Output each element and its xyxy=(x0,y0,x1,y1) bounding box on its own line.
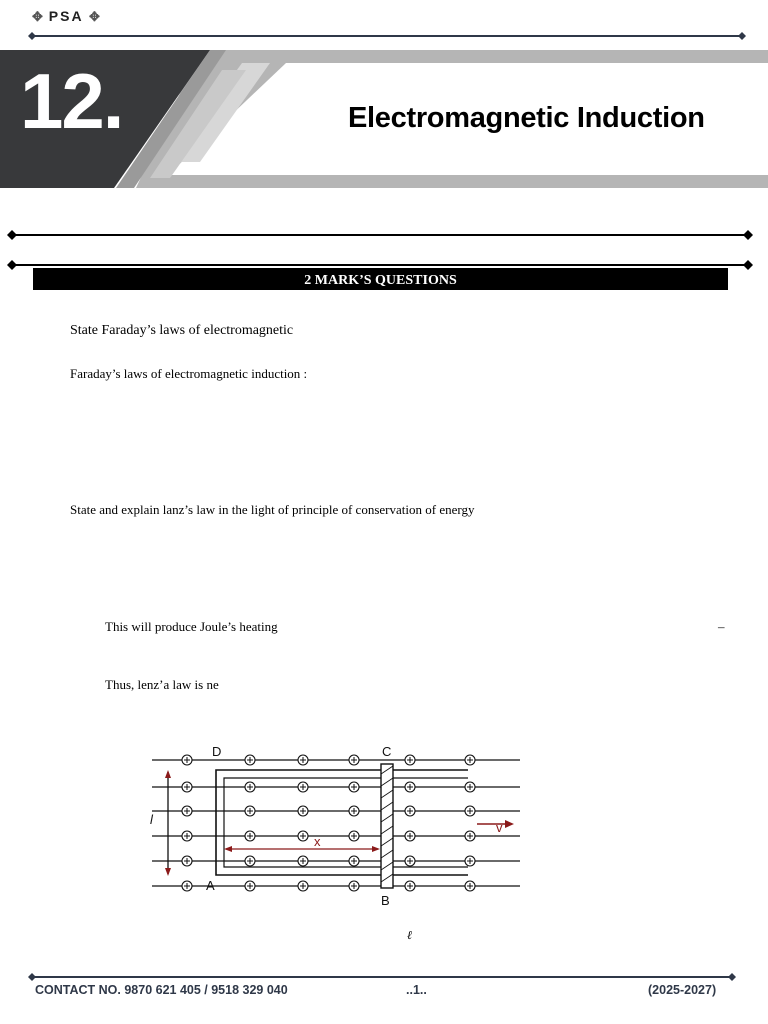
chapter-title: Electromagnetic Induction xyxy=(348,102,705,134)
label-length: l xyxy=(150,812,153,827)
footer-years: (2025-2027) xyxy=(648,983,717,997)
chapter-number: 12. xyxy=(20,57,123,145)
footer-contact: CONTACT NO. 9870 621 405 / 9518 329 040 xyxy=(35,983,288,997)
label-velocity: v xyxy=(496,820,503,835)
section-heading: 2 MARK’S QUESTIONS xyxy=(33,268,728,290)
stray-mark: ℓ xyxy=(407,928,412,942)
body-line-1: This will produce Joule’s heating xyxy=(105,619,278,634)
wing-icon: ✥ xyxy=(32,9,43,24)
rule-diamond-right xyxy=(738,32,746,40)
header-graphics xyxy=(0,0,768,300)
label-distance: x xyxy=(314,834,321,849)
label-D: D xyxy=(212,744,222,759)
wing-icon: ✥ xyxy=(88,9,100,24)
label-A: A xyxy=(206,878,215,893)
answer-1: Faraday’s laws of electromagnetic induction : xyxy=(70,366,308,381)
body-line-2: Thus, lenz’a law is ne xyxy=(105,677,219,692)
label-B: B xyxy=(381,893,390,908)
footer-rule xyxy=(0,970,768,984)
question-1: State Faraday’s laws of electromagnetic xyxy=(70,323,294,338)
induction-figure xyxy=(140,740,540,910)
body-line-1-end: – xyxy=(718,619,725,634)
label-C: C xyxy=(382,744,392,759)
logo-text: PSA xyxy=(48,8,84,24)
sliding-rod xyxy=(381,764,393,888)
field-symbols xyxy=(182,755,475,891)
rule-diamond-left xyxy=(28,32,36,40)
footer-page-number: ..1.. xyxy=(406,983,427,997)
question-2: State and explain lanz’s law in the light of principle of conservation of energy xyxy=(70,502,475,517)
